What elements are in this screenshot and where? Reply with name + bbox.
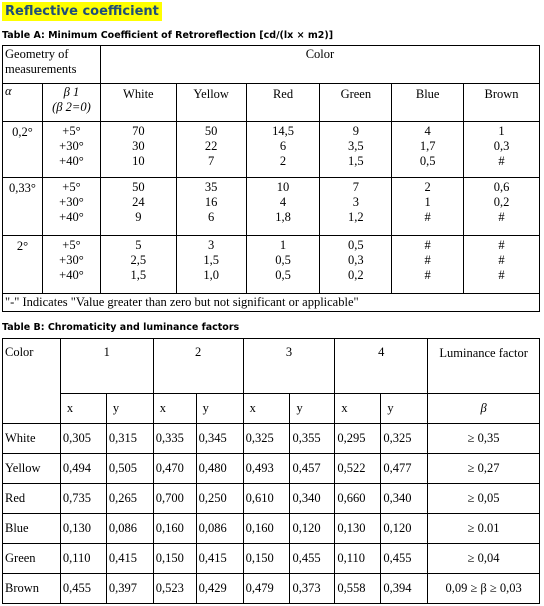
table-row bbox=[3, 178, 540, 236]
title-row bbox=[2, 2, 162, 28]
value-cell: 0,735 bbox=[60, 484, 106, 514]
value-cell: 0,265 bbox=[106, 484, 153, 514]
value-cell: 0,477 bbox=[381, 454, 428, 484]
value-cell: 0,130 bbox=[335, 514, 381, 544]
value-cell: 0,455 bbox=[381, 544, 428, 574]
value-cell: 35 16 6 bbox=[176, 178, 246, 236]
color-header: Color bbox=[3, 339, 61, 424]
point-1-header: 1 bbox=[60, 339, 153, 394]
col-white: White bbox=[100, 84, 176, 122]
value-cell: 9 3,5 1,5 bbox=[320, 122, 392, 178]
value-cell: 0,494 bbox=[60, 454, 106, 484]
value-cell: 0,5 0,3 0,2 bbox=[320, 236, 392, 294]
point-4-header: 4 bbox=[335, 339, 428, 394]
value-cell: 0,610 bbox=[243, 484, 290, 514]
color-name-cell: Green bbox=[3, 544, 61, 574]
color-name-cell: Blue bbox=[3, 514, 61, 544]
table-row bbox=[3, 424, 540, 454]
value-cell: 0,394 bbox=[381, 574, 428, 604]
table-row bbox=[3, 484, 540, 514]
geometry-header: Geometry of measurements bbox=[3, 46, 101, 84]
x-label: x bbox=[335, 394, 381, 424]
color-name-cell: Brown bbox=[3, 574, 61, 604]
value-cell: 0,522 bbox=[335, 454, 381, 484]
y-label: y bbox=[196, 394, 243, 424]
color-name-cell: Yellow bbox=[3, 454, 61, 484]
value-cell: 10 4 1,8 bbox=[246, 178, 320, 236]
beta-cell: +5° +30° +40° bbox=[42, 122, 100, 178]
beta-label: β bbox=[428, 394, 540, 424]
value-cell: 0,373 bbox=[290, 574, 335, 604]
luminance-cell: ≥ 0,05 bbox=[428, 484, 540, 514]
value-cell: 0,415 bbox=[196, 544, 243, 574]
luminance-cell: 0,09 ≥ β ≥ 0,03 bbox=[428, 574, 540, 604]
luminance-cell: ≥ 0.01 bbox=[428, 514, 540, 544]
table-row bbox=[3, 454, 540, 484]
table-b-caption: Table B: Chromaticity and luminance factors bbox=[2, 322, 240, 333]
value-cell: 0,479 bbox=[243, 574, 290, 604]
value-cell: 0,429 bbox=[196, 574, 243, 604]
x-label: x bbox=[60, 394, 106, 424]
luminance-cell: ≥ 0,04 bbox=[428, 544, 540, 574]
col-brown: Brown bbox=[464, 84, 540, 122]
value-cell: 0,325 bbox=[381, 424, 428, 454]
value-cell: 0,325 bbox=[243, 424, 290, 454]
value-cell: 0,086 bbox=[196, 514, 243, 544]
value-cell: 0,086 bbox=[106, 514, 153, 544]
value-cell: 0,700 bbox=[153, 484, 196, 514]
value-cell: 0,110 bbox=[335, 544, 381, 574]
luminance-cell: ≥ 0,27 bbox=[428, 454, 540, 484]
value-cell: 0,120 bbox=[290, 514, 335, 544]
value-cell: 7 3 1,2 bbox=[320, 178, 392, 236]
retroreflection-table bbox=[2, 45, 540, 312]
value-cell: 0,345 bbox=[196, 424, 243, 454]
point-3-header: 3 bbox=[243, 339, 335, 394]
value-cell: 0,457 bbox=[290, 454, 335, 484]
value-cell: 0,150 bbox=[243, 544, 290, 574]
value-cell: 0,335 bbox=[153, 424, 196, 454]
value-cell: 50 22 7 bbox=[176, 122, 246, 178]
value-cell: 0,120 bbox=[381, 514, 428, 544]
value-cell: 0,523 bbox=[153, 574, 196, 604]
alpha-cell: 0,2° bbox=[3, 122, 43, 178]
table-row bbox=[3, 236, 540, 294]
value-cell: 4 1,7 0,5 bbox=[392, 122, 464, 178]
luminance-cell: ≥ 0,35 bbox=[428, 424, 540, 454]
point-2-header: 2 bbox=[153, 339, 243, 394]
col-red: Red bbox=[246, 84, 320, 122]
color-name-cell: White bbox=[3, 424, 61, 454]
table-row bbox=[3, 574, 540, 604]
value-cell: # # # bbox=[464, 236, 540, 294]
value-cell: 0,6 0,2 # bbox=[464, 178, 540, 236]
table-row bbox=[3, 514, 540, 544]
value-cell: 0,160 bbox=[243, 514, 290, 544]
value-cell: 0,558 bbox=[335, 574, 381, 604]
value-cell: 1 0,5 0,5 bbox=[246, 236, 320, 294]
col-green: Green bbox=[320, 84, 392, 122]
x-label: x bbox=[243, 394, 290, 424]
chromaticity-table bbox=[2, 338, 540, 604]
value-cell: 5 2,5 1,5 bbox=[100, 236, 176, 294]
value-cell: 0,160 bbox=[153, 514, 196, 544]
color-name-cell: Red bbox=[3, 484, 61, 514]
value-cell: 1 0,3 # bbox=[464, 122, 540, 178]
value-cell: 2 1 # bbox=[392, 178, 464, 236]
beta-header bbox=[42, 84, 100, 122]
alpha-cell: 0,33° bbox=[3, 178, 43, 236]
value-cell: 0,455 bbox=[60, 574, 106, 604]
value-cell: 0,150 bbox=[153, 544, 196, 574]
table-row bbox=[3, 544, 540, 574]
color-header: Color bbox=[100, 46, 539, 84]
luminance-header: Luminance factor bbox=[428, 339, 540, 394]
col-yellow: Yellow bbox=[176, 84, 246, 122]
y-label: y bbox=[290, 394, 335, 424]
beta2-label: (β 2=0) bbox=[52, 100, 91, 114]
value-cell: 0,340 bbox=[381, 484, 428, 514]
value-cell: 0,315 bbox=[106, 424, 153, 454]
alpha-header: α bbox=[3, 84, 43, 122]
value-cell: 0,305 bbox=[60, 424, 106, 454]
y-label: y bbox=[381, 394, 428, 424]
value-cell: 50 24 9 bbox=[100, 178, 176, 236]
value-cell: 70 30 10 bbox=[100, 122, 176, 178]
value-cell: 0,505 bbox=[106, 454, 153, 484]
beta-cell: +5° +30° +40° bbox=[42, 178, 100, 236]
value-cell: 0,340 bbox=[290, 484, 335, 514]
value-cell: # # # bbox=[392, 236, 464, 294]
beta1-label: β 1 bbox=[63, 85, 80, 99]
value-cell: 0,397 bbox=[106, 574, 153, 604]
value-cell: 0,470 bbox=[153, 454, 196, 484]
value-cell: 0,415 bbox=[106, 544, 153, 574]
col-blue: Blue bbox=[392, 84, 464, 122]
value-cell: 0,250 bbox=[196, 484, 243, 514]
alpha-cell: 2° bbox=[3, 236, 43, 294]
table-row bbox=[3, 122, 540, 178]
y-label: y bbox=[106, 394, 153, 424]
table-a-caption: Table A: Minimum Coefficient of Retroreflection [cd/(lx × m2)] bbox=[2, 30, 334, 41]
page-title: Reflective coefficient bbox=[2, 2, 162, 21]
value-cell: 0,295 bbox=[335, 424, 381, 454]
value-cell: 3 1,5 1,0 bbox=[176, 236, 246, 294]
x-label: x bbox=[153, 394, 196, 424]
value-cell: 0,455 bbox=[290, 544, 335, 574]
value-cell: 0,660 bbox=[335, 484, 381, 514]
value-cell: 0,355 bbox=[290, 424, 335, 454]
value-cell: 0,110 bbox=[60, 544, 106, 574]
value-cell: 0,130 bbox=[60, 514, 106, 544]
value-cell: 14,5 6 2 bbox=[246, 122, 320, 178]
table-a-note: "-" Indicates "Value greater than zero but not significant or applicable" bbox=[3, 294, 540, 312]
value-cell: 0,480 bbox=[196, 454, 243, 484]
beta-cell: +5° +30° +40° bbox=[42, 236, 100, 294]
value-cell: 0,493 bbox=[243, 454, 290, 484]
